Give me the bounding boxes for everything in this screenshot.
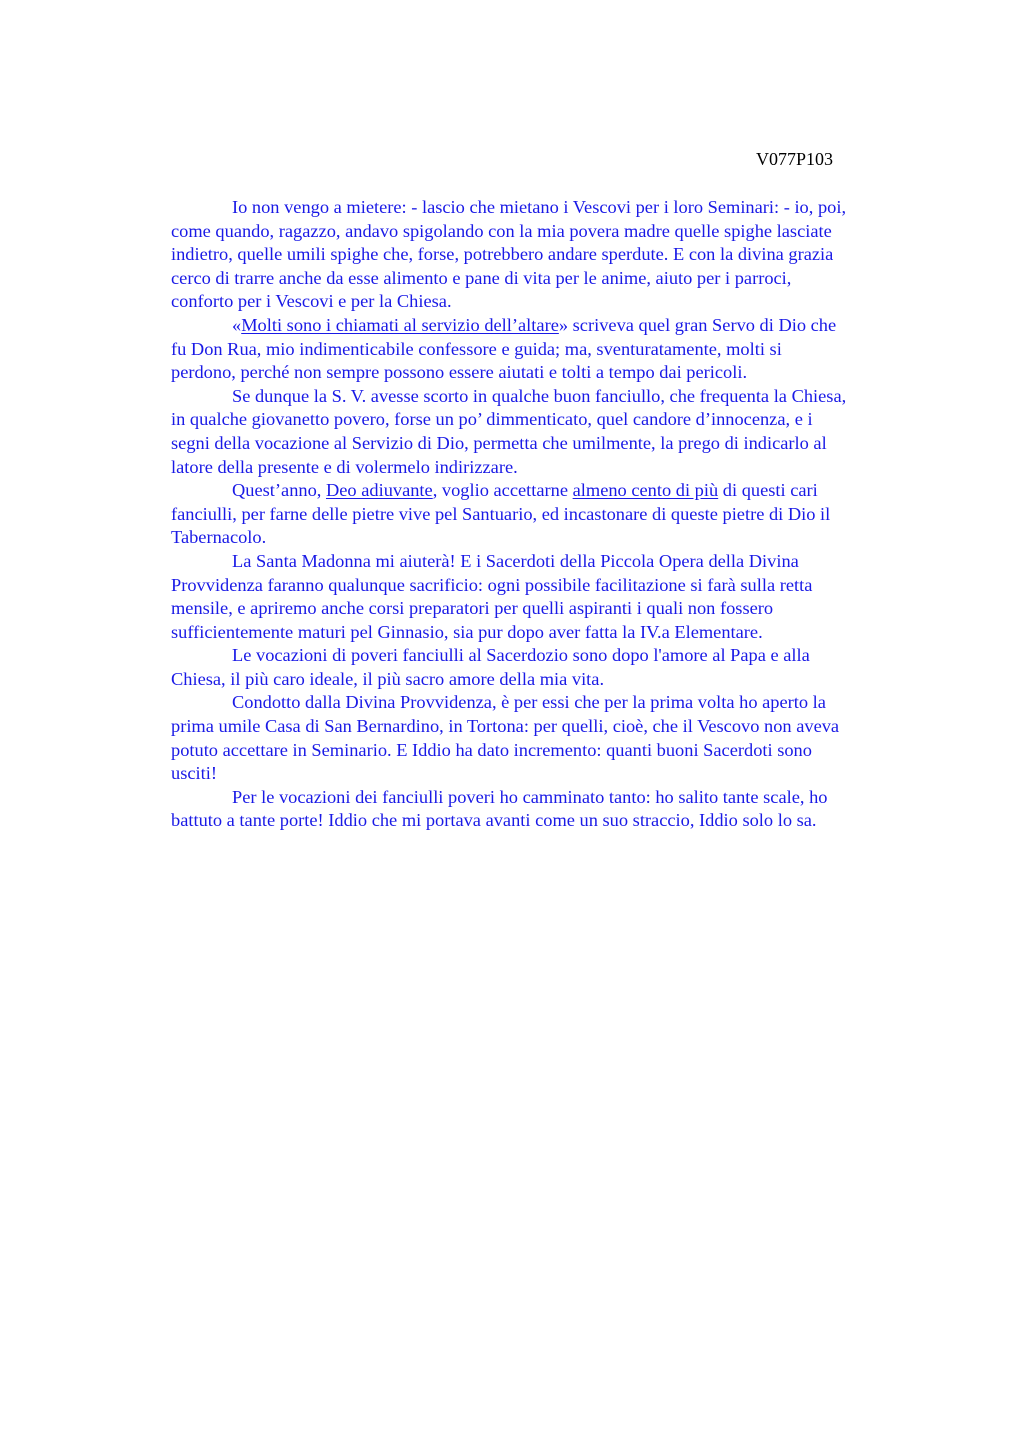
text-segment: Condotto dalla Divina Provvidenza, è per essi che per la prima volta ho aperto la bbox=[232, 692, 826, 713]
paragraph bbox=[171, 479, 931, 550]
underlined-text: Deo adiuvante bbox=[325, 480, 433, 501]
text-line bbox=[171, 621, 931, 645]
paragraph bbox=[171, 691, 931, 785]
text-segment: » scriveva quel gran Servo di Dio che bbox=[558, 314, 837, 335]
text-segment: La Santa Madonna mi aiuterà! E i Sacerdoti della Piccola Opera della Divina bbox=[232, 550, 799, 571]
text-segment: Tabernacolo. bbox=[171, 527, 267, 548]
text-segment: Quest’anno, bbox=[232, 480, 326, 501]
paragraph bbox=[171, 196, 931, 314]
text-line bbox=[171, 314, 931, 338]
text-segment: , voglio accettarne bbox=[432, 480, 573, 501]
text-segment: mensile, e apriremo anche corsi preparatori per quelli aspiranti i quali non fossero bbox=[171, 598, 774, 619]
paragraph bbox=[171, 644, 931, 691]
page-code: V077P103 bbox=[756, 149, 834, 169]
text-segment: potuto accettare in Seminario. E Iddio ha dato incremento: quanti buoni Sacerdoti sono bbox=[171, 739, 812, 760]
text-segment: indietro, quelle umili spighe che, forse, potrebbero andare sperdute. E con la divina grazia bbox=[171, 244, 834, 265]
text-line bbox=[171, 809, 931, 833]
text-line bbox=[171, 338, 931, 362]
paragraph bbox=[171, 385, 931, 479]
text-line bbox=[171, 786, 931, 810]
text-segment: fu Don Rua, mio indimenticabile confessore e guida; ma, sventuratamente, molti si bbox=[171, 338, 782, 359]
underlined-text: almeno cento di più bbox=[572, 480, 719, 501]
text-segment: di questi cari bbox=[718, 480, 818, 501]
text-line bbox=[171, 668, 931, 692]
text-segment: usciti! bbox=[171, 763, 217, 784]
text-line bbox=[171, 196, 931, 220]
text-line bbox=[171, 385, 931, 409]
text-segment: sufficientemente maturi pel Ginnasio, sia pur dopo aver fatta la IV.a Elementare. bbox=[171, 621, 763, 642]
text-segment: Chiesa, il più caro ideale, il più sacro amore della mia vita. bbox=[171, 668, 605, 689]
paragraph bbox=[171, 550, 931, 644]
text-line bbox=[171, 644, 931, 668]
text-line bbox=[171, 691, 931, 715]
text-line bbox=[171, 243, 931, 267]
text-line bbox=[171, 290, 931, 314]
text-segment: Provvidenza faranno qualunque sacrificio: ogni possibile facilitazione si farà sulla retta bbox=[171, 574, 813, 595]
text-line bbox=[171, 456, 931, 480]
underlined-text: Molti sono i chiamati al servizio dell’altare bbox=[241, 314, 559, 335]
text-segment: battuto a tante porte! Iddio che mi portava avanti come un suo straccio, Iddio solo lo sa. bbox=[171, 810, 817, 831]
text-line bbox=[171, 762, 931, 786]
text-segment: come quando, ragazzo, andavo spigolando con la mia povera madre quelle spighe lasciate bbox=[171, 220, 832, 241]
text-line bbox=[171, 739, 931, 763]
text-line bbox=[171, 574, 931, 598]
text-segment: « bbox=[232, 314, 242, 335]
text-segment: in qualche giovanetto povero, forse un po’ dimmenticato, quel candore d’innocenza, e i bbox=[171, 409, 813, 430]
text-segment: Le vocazioni di poveri fanciulli al Sacerdozio sono dopo l'amore al Papa e alla bbox=[232, 645, 810, 666]
text-segment: cerco di trarre anche da esse alimento e pane di vita per le anime, aiuto per i parroci, bbox=[171, 267, 792, 288]
text-line bbox=[171, 479, 931, 503]
letter-body bbox=[171, 196, 931, 833]
text-line bbox=[171, 408, 931, 432]
text-line bbox=[171, 503, 931, 527]
text-line bbox=[171, 220, 931, 244]
text-line bbox=[171, 550, 931, 574]
text-line bbox=[171, 597, 931, 621]
text-line bbox=[171, 267, 931, 291]
text-line bbox=[171, 432, 931, 456]
text-segment: prima umile Casa di San Bernardino, in Tortona: per quelli, cioè, che il Vescovo non aveva bbox=[171, 716, 840, 737]
text-line bbox=[171, 526, 931, 550]
text-segment: segni della vocazione al Servizio di Dio, permetta che umilmente, la prego di indicarlo al bbox=[171, 432, 827, 453]
text-line bbox=[171, 715, 931, 739]
text-segment: latore della presente e di volermelo indirizzare. bbox=[171, 456, 518, 477]
text-segment: Se dunque la S. V. avesse scorto in qualche buon fanciullo, che frequenta la Chiesa, bbox=[232, 385, 847, 406]
text-segment: Per le vocazioni dei fanciulli poveri ho camminato tanto: ho salito tante scale, ho bbox=[232, 786, 828, 807]
text-segment: Io non vengo a mietere: - lascio che mietano i Vescovi per i loro Seminari: - io, poi, bbox=[232, 197, 847, 217]
text-segment: conforto per i Vescovi e per la Chiesa. bbox=[171, 291, 452, 312]
text-segment: fanciulli, per farne delle pietre vive pel Santuario, ed incastonare di queste pietre di Dio il bbox=[171, 503, 831, 524]
paragraph bbox=[171, 314, 931, 385]
text-segment: perdono, perché non sempre possono essere aiutati e tolti a tempo dai pericoli. bbox=[171, 362, 748, 383]
paragraph bbox=[171, 786, 931, 833]
text-line bbox=[171, 361, 931, 385]
